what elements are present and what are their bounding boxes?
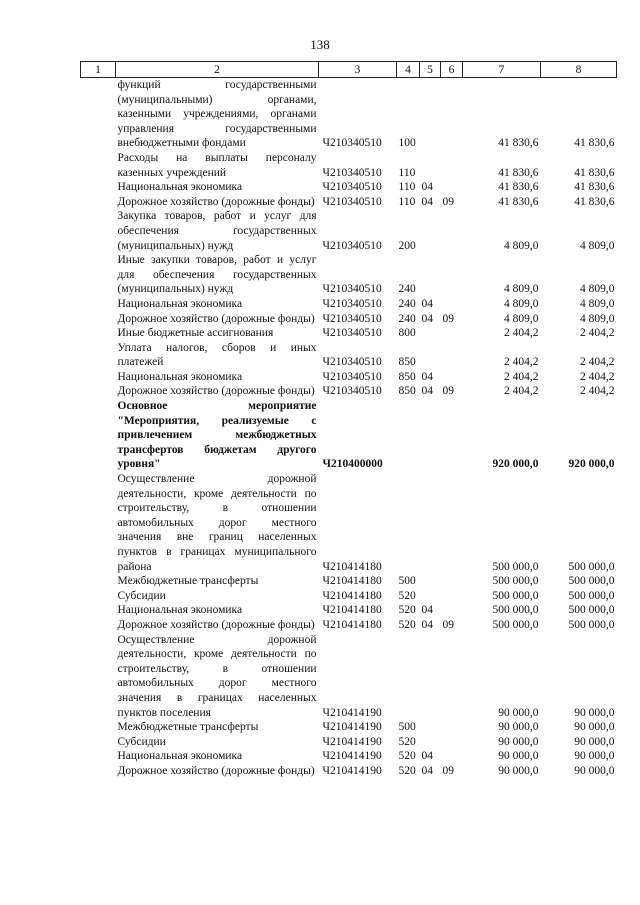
table-row <box>81 589 617 604</box>
cell-index <box>81 384 116 399</box>
header-col-1: 1 <box>81 62 116 78</box>
cell-target-code: Ч210414180 <box>322 560 382 573</box>
table-row <box>81 764 617 779</box>
cell-subsection <box>441 735 463 750</box>
cell-name: Основное мероприятие "Мероприятия, реализуемые с привлечением межбюджетных трансфертов бюджетам другого уровня" <box>117 400 317 471</box>
cell-amount-1: 500 000,0 <box>492 560 539 573</box>
cell-section: 04 <box>421 370 433 383</box>
cell-subsection <box>441 326 463 341</box>
table-row <box>81 399 617 472</box>
cell-target-code: Ч210340510 <box>322 239 382 252</box>
cell-amount-2: 2 404,2 <box>580 385 615 398</box>
cell-section <box>420 472 441 574</box>
cell-expense-type: 520 <box>398 589 416 602</box>
cell-section <box>420 720 441 735</box>
cell-amount-2: 4 809,0 <box>580 239 615 252</box>
cell-expense-type: 520 <box>398 750 416 763</box>
cell-expense-type: 850 <box>398 356 416 369</box>
cell-amount-2: 2 404,2 <box>580 327 615 340</box>
cell-amount-1: 41 830,6 <box>498 137 539 150</box>
cell-target-code: Ч210400000 <box>322 458 383 471</box>
cell-amount-1: 500 000,0 <box>492 589 539 602</box>
cell-section: 04 <box>421 312 433 325</box>
cell-index <box>81 151 116 180</box>
cell-name: Национальная экономика <box>117 181 243 194</box>
cell-amount-2: 500 000,0 <box>568 604 615 617</box>
cell-section <box>420 341 441 370</box>
cell-amount-1: 4 809,0 <box>504 297 539 310</box>
cell-index <box>81 764 116 779</box>
cell-index <box>81 297 116 312</box>
cell-amount-1: 90 000,0 <box>498 721 539 734</box>
cell-section: 04 <box>421 618 433 631</box>
table-row <box>81 633 617 721</box>
cell-index <box>81 399 116 472</box>
cell-amount-2: 90 000,0 <box>574 750 615 763</box>
cell-expense-type: 850 <box>398 370 416 383</box>
cell-amount-1: 41 830,6 <box>498 195 539 208</box>
cell-target-code: Ч210414190 <box>322 706 382 719</box>
cell-target-code: Ч210340510 <box>322 283 382 296</box>
cell-subsection <box>441 151 463 180</box>
cell-section <box>420 253 441 297</box>
header-col-2: 2 <box>116 62 319 78</box>
cell-amount-1: 2 404,2 <box>504 327 539 340</box>
cell-amount-2: 41 830,6 <box>574 181 615 194</box>
cell-target-code: Ч210340510 <box>322 370 382 383</box>
cell-section: 04 <box>421 181 433 194</box>
cell-target-code: Ч210340510 <box>322 312 382 325</box>
table-row <box>81 341 617 370</box>
cell-section <box>420 574 441 589</box>
cell-expense-type: 110 <box>398 195 416 208</box>
cell-name: Дорожное хозяйство (дорожные фонды) <box>117 618 315 631</box>
cell-name: Уплата налогов, сборов и иных платежей <box>117 341 317 369</box>
cell-section <box>420 209 441 253</box>
cell-target-code: Ч210340510 <box>322 385 382 398</box>
cell-target-code: Ч210414190 <box>322 721 382 734</box>
cell-expense-type: 500 <box>398 721 416 734</box>
header-col-8: 8 <box>541 62 617 78</box>
budget-table <box>80 61 617 779</box>
cell-subsection <box>441 603 463 618</box>
cell-index <box>81 618 116 633</box>
cell-name: Закупка товаров, работ и услуг для обеспечения государственных (муниципальных) нужд <box>117 210 317 252</box>
cell-amount-2: 2 404,2 <box>580 356 615 369</box>
table-body <box>81 78 617 779</box>
table-row <box>81 618 617 633</box>
cell-section <box>420 589 441 604</box>
cell-amount-1: 90 000,0 <box>498 750 539 763</box>
table-row <box>81 180 617 195</box>
cell-name: Расходы на выплаты персоналу казенных учреждений <box>117 151 317 179</box>
cell-expense-type: 520 <box>398 764 416 777</box>
cell-target-code: Ч210414180 <box>322 618 382 631</box>
cell-expense-type <box>397 399 420 472</box>
table-header <box>81 62 617 78</box>
table-row <box>81 253 617 297</box>
cell-section: 04 <box>421 297 433 310</box>
cell-target-code: Ч210414190 <box>322 735 382 748</box>
cell-subsection <box>441 574 463 589</box>
header-col-3: 3 <box>319 62 397 78</box>
table-row <box>81 209 617 253</box>
cell-target-code: Ч210414190 <box>322 764 382 777</box>
cell-amount-1: 2 404,2 <box>504 370 539 383</box>
table-row <box>81 312 617 327</box>
cell-amount-1: 2 404,2 <box>504 385 539 398</box>
cell-name: Иные бюджетные ассигнования <box>117 327 274 340</box>
cell-subsection <box>441 297 463 312</box>
cell-amount-2: 4 809,0 <box>580 297 615 310</box>
cell-expense-type: 240 <box>398 297 416 310</box>
table-row <box>81 603 617 618</box>
table-row <box>81 749 617 764</box>
cell-target-code: Ч210340510 <box>322 137 382 150</box>
cell-amount-2: 90 000,0 <box>574 764 615 777</box>
cell-expense-type: 520 <box>398 604 416 617</box>
cell-subsection <box>441 633 463 721</box>
cell-section <box>420 399 441 472</box>
cell-index <box>81 209 116 253</box>
header-row <box>81 62 617 78</box>
cell-amount-2: 90 000,0 <box>574 735 615 748</box>
cell-subsection <box>441 253 463 297</box>
cell-amount-1: 920 000,0 <box>492 458 539 471</box>
cell-index <box>81 253 116 297</box>
cell-section: 04 <box>421 385 433 398</box>
table-row <box>81 720 617 735</box>
cell-subsection: 09 <box>442 385 454 398</box>
cell-amount-1: 4 809,0 <box>504 239 539 252</box>
table-row <box>81 735 617 750</box>
table-row <box>81 472 617 574</box>
cell-section: 04 <box>421 750 433 763</box>
cell-expense-type: 100 <box>398 137 416 150</box>
cell-index <box>81 603 116 618</box>
cell-section <box>420 735 441 750</box>
cell-section <box>420 78 441 151</box>
cell-subsection: 09 <box>442 312 454 325</box>
cell-name: Национальная экономика <box>117 297 243 310</box>
cell-amount-2: 41 830,6 <box>574 195 615 208</box>
cell-amount-1: 90 000,0 <box>498 764 539 777</box>
cell-expense-type: 850 <box>398 385 416 398</box>
cell-name: Дорожное хозяйство (дорожные фонды) <box>117 312 315 325</box>
cell-target-code: Ч210340510 <box>322 195 382 208</box>
cell-name: Дорожное хозяйство (дорожные фонды) <box>117 195 315 208</box>
cell-name: Субсидии <box>117 735 166 748</box>
cell-index <box>81 312 116 327</box>
cell-amount-1: 4 809,0 <box>504 283 539 296</box>
table-row <box>81 370 617 385</box>
cell-index <box>81 326 116 341</box>
cell-name: Национальная экономика <box>117 370 243 383</box>
cell-amount-1: 2 404,2 <box>504 356 539 369</box>
cell-index <box>81 195 116 210</box>
cell-name: Межбюджетные трансферты <box>117 721 259 734</box>
cell-expense-type <box>397 472 420 574</box>
cell-name: Субсидии <box>117 589 166 602</box>
cell-expense-type: 200 <box>398 239 416 252</box>
cell-section <box>420 151 441 180</box>
cell-name: Национальная экономика <box>117 604 243 617</box>
cell-amount-2: 920 000,0 <box>568 458 615 471</box>
cell-expense-type: 240 <box>398 283 416 296</box>
cell-name: Иные закупки товаров, работ и услуг для обеспечения государственных (муниципальных) нужд <box>117 254 317 296</box>
cell-expense-type: 520 <box>398 618 416 631</box>
cell-subsection <box>441 749 463 764</box>
header-col-6: 6 <box>441 62 463 78</box>
cell-subsection: 09 <box>442 618 454 631</box>
cell-subsection <box>441 78 463 151</box>
cell-amount-1: 90 000,0 <box>498 735 539 748</box>
cell-target-code: Ч210340510 <box>322 166 382 179</box>
cell-amount-1: 500 000,0 <box>492 604 539 617</box>
cell-subsection <box>441 341 463 370</box>
cell-index <box>81 472 116 574</box>
cell-subsection <box>441 180 463 195</box>
cell-name: функций государственными (муниципальными) органами, казенными учреждениями, органами управления государственными внебюджетными фондами <box>117 79 317 150</box>
cell-amount-1: 90 000,0 <box>498 706 539 719</box>
cell-amount-1: 41 830,6 <box>498 181 539 194</box>
cell-subsection <box>441 589 463 604</box>
cell-index <box>81 720 116 735</box>
cell-target-code: Ч210414180 <box>322 604 382 617</box>
cell-amount-2: 4 809,0 <box>580 283 615 296</box>
cell-name: Осуществление дорожной деятельности, кроме деятельности по строительству, в отношении автомобильных дорог местного значения вне границ населенных пунктов в границах муниципального района <box>117 473 317 573</box>
cell-expense-type: 800 <box>398 327 416 340</box>
table-row <box>81 195 617 210</box>
cell-expense-type: 110 <box>398 166 416 179</box>
cell-target-code: Ч210340510 <box>322 327 382 340</box>
table-row <box>81 78 617 151</box>
cell-index <box>81 749 116 764</box>
cell-subsection <box>441 720 463 735</box>
cell-amount-1: 500 000,0 <box>492 575 539 588</box>
cell-target-code: Ч210340510 <box>322 297 382 310</box>
cell-expense-type: 520 <box>398 735 416 748</box>
cell-amount-2: 90 000,0 <box>574 721 615 734</box>
table-row <box>81 384 617 399</box>
cell-target-code: Ч210414180 <box>322 589 382 602</box>
cell-amount-2: 500 000,0 <box>568 575 615 588</box>
cell-subsection <box>441 399 463 472</box>
page-number: 138 <box>310 37 330 52</box>
header-col-7: 7 <box>463 62 541 78</box>
cell-expense-type: 240 <box>398 312 416 325</box>
table-row <box>81 326 617 341</box>
cell-target-code: Ч210414190 <box>322 750 382 763</box>
cell-section: 04 <box>421 604 433 617</box>
cell-name: Межбюджетные трансферты <box>117 575 259 588</box>
cell-target-code: Ч210340510 <box>322 356 382 369</box>
cell-name: Национальная экономика <box>117 750 243 763</box>
cell-index <box>81 735 116 750</box>
cell-subsection: 09 <box>442 764 454 777</box>
header-col-5: 5 <box>420 62 441 78</box>
header-col-4: 4 <box>397 62 420 78</box>
cell-amount-2: 41 830,6 <box>574 137 615 150</box>
cell-target-code: Ч210340510 <box>322 181 382 194</box>
cell-name: Дорожное хозяйство (дорожные фонды) <box>117 764 315 777</box>
cell-index <box>81 370 116 385</box>
cell-amount-2: 500 000,0 <box>568 618 615 631</box>
cell-index <box>81 589 116 604</box>
cell-amount-1: 41 830,6 <box>498 166 539 179</box>
cell-expense-type: 110 <box>398 181 416 194</box>
cell-index <box>81 574 116 589</box>
cell-expense-type: 500 <box>398 575 416 588</box>
table-row <box>81 151 617 180</box>
cell-subsection <box>441 370 463 385</box>
table-row <box>81 574 617 589</box>
cell-expense-type <box>397 633 420 721</box>
cell-amount-2: 41 830,6 <box>574 166 615 179</box>
cell-index <box>81 78 116 151</box>
table-row <box>81 297 617 312</box>
cell-section: 04 <box>421 195 433 208</box>
cell-amount-2: 4 809,0 <box>580 312 615 325</box>
cell-name: Дорожное хозяйство (дорожные фонды) <box>117 385 315 398</box>
cell-amount-1: 4 809,0 <box>504 312 539 325</box>
cell-amount-2: 500 000,0 <box>568 589 615 602</box>
cell-index <box>81 633 116 721</box>
cell-index <box>81 341 116 370</box>
cell-amount-1: 500 000,0 <box>492 618 539 631</box>
cell-section: 04 <box>421 764 433 777</box>
cell-index <box>81 180 116 195</box>
cell-amount-2: 500 000,0 <box>568 560 615 573</box>
cell-section <box>420 326 441 341</box>
cell-name: Осуществление дорожной деятельности, кроме деятельности по строительству, в отношении автомобильных дорог местного значения в границах населенных пунктов поселения <box>117 633 317 719</box>
cell-amount-2: 90 000,0 <box>574 706 615 719</box>
cell-subsection: 09 <box>442 195 454 208</box>
cell-subsection <box>441 209 463 253</box>
cell-target-code: Ч210414180 <box>322 575 382 588</box>
cell-amount-2: 2 404,2 <box>580 370 615 383</box>
cell-section <box>420 633 441 721</box>
cell-subsection <box>441 472 463 574</box>
